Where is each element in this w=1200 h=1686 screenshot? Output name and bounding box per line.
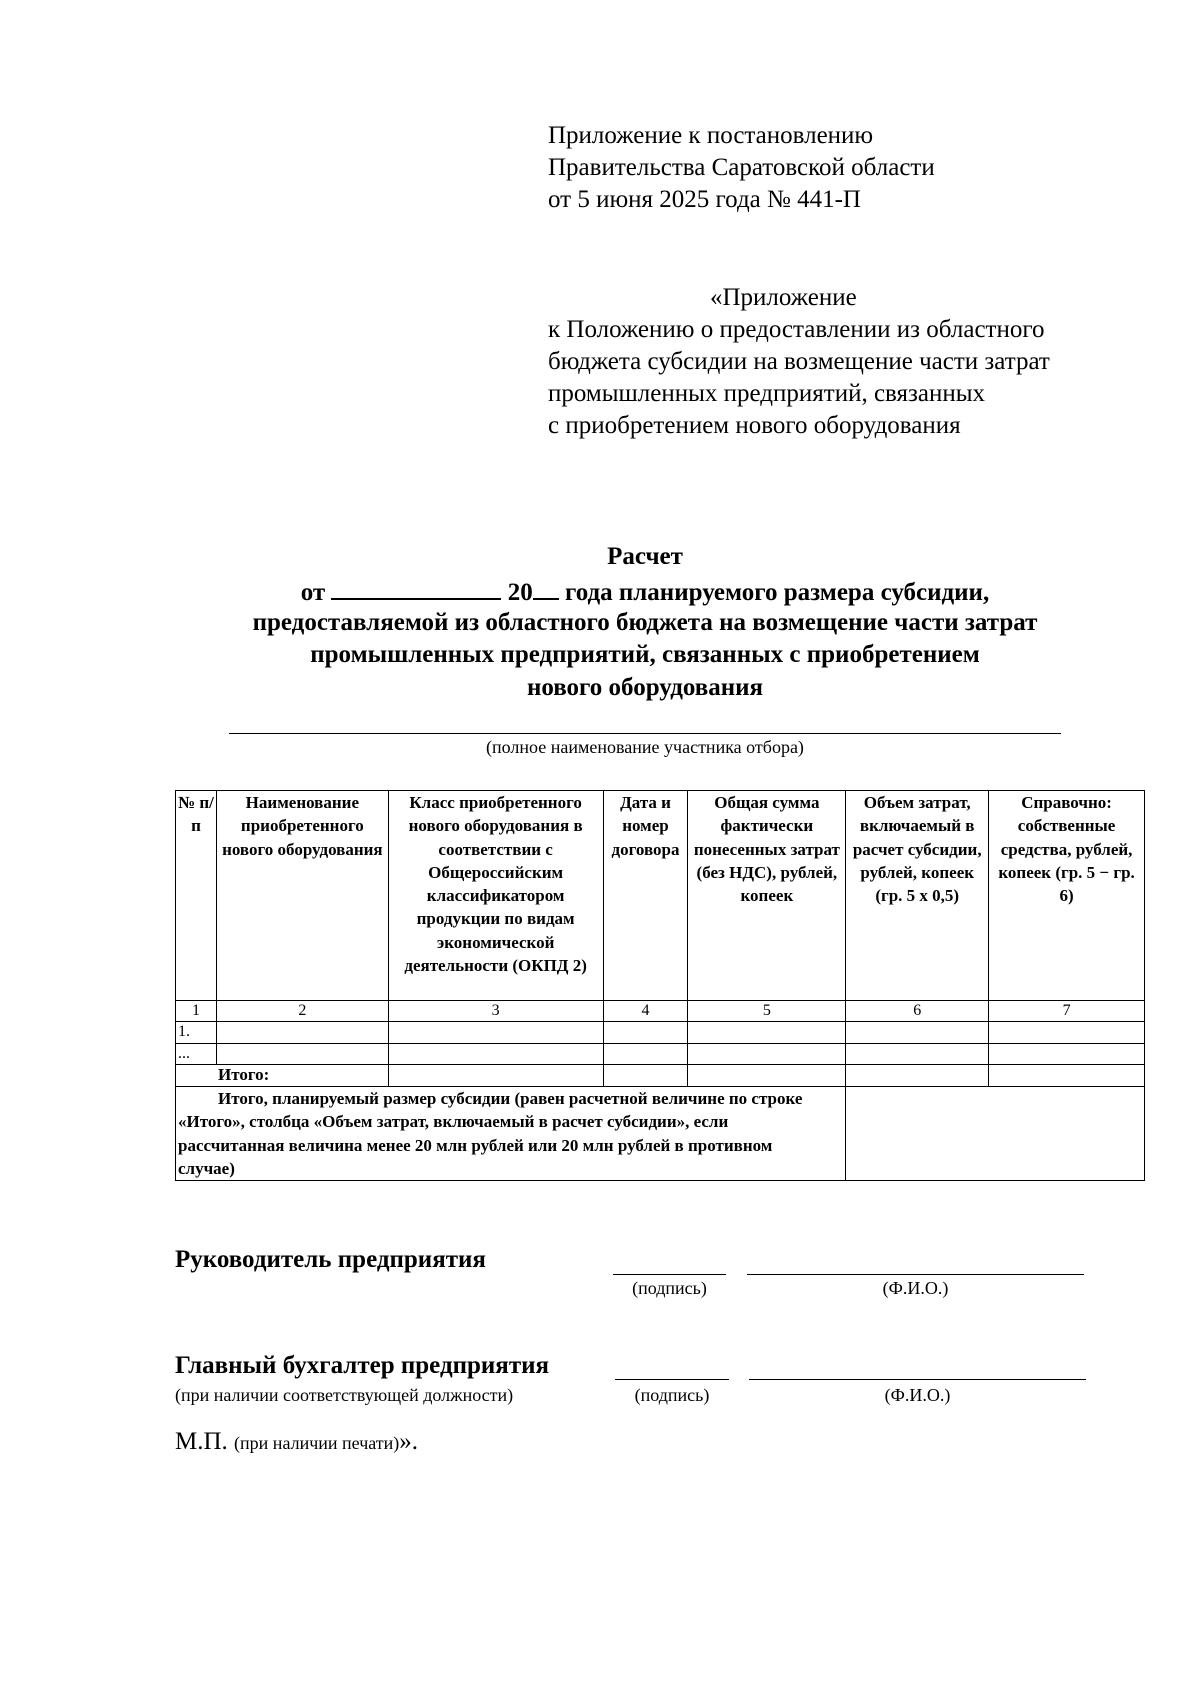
column-number: 2 [216,1001,388,1022]
head-signatory-label: Руководитель предприятия [175,1246,486,1273]
appendix-heading: «Приложение [710,284,857,311]
row-number: 1. [176,1022,217,1044]
header-cell: Общая сумма фактически понесенных затрат (без НДС), рублей, копеек [688,791,846,1001]
table-cell[interactable] [216,1044,388,1065]
column-number: 1 [176,1001,217,1022]
header-cell: № п/п [176,791,217,1001]
title-line1-rest: года планируемого размера субсидии, [564,579,990,606]
head-name-line[interactable] [747,1274,1084,1275]
appendix-line: к Положению о предоставлении из областного [548,316,1045,343]
title-line: предоставляемой из областного бюджета на возмещение части затрат [252,609,1038,636]
table-cell[interactable] [989,1044,1145,1065]
stamp-line [175,1428,418,1456]
table-cell[interactable] [846,1065,989,1087]
stamp-label: М.П. [175,1428,228,1455]
header-cell: Наименование приобретенного нового оборудования [216,791,388,1001]
accountant-signature-line[interactable] [615,1379,729,1380]
appendix-line: промышленных предприятий, связанных [548,380,986,407]
total-row [176,1065,1145,1087]
table-cell[interactable] [603,1044,688,1065]
table-cell[interactable] [989,1065,1145,1087]
document-title: Расчет [607,543,683,570]
date-year: 20 [507,579,533,606]
column-number-row [176,1001,1145,1022]
signature-caption: (подпись) [632,1278,707,1298]
header-cell: Справочно: собственные средства, рублей, копеек (гр. 5 − гр. 6) [989,791,1145,1001]
table-cell[interactable] [603,1022,688,1044]
name-caption: (Ф.И.О.) [882,1278,949,1298]
final-subsidy-text: Итого, планируемый размер субсидии (равен расчетной величине по строке «Итого», столбца «Объем затрат, включаемый в расчет субсидии», если рассчитанная величина менее 20 млн рублей или 20 млн рублей в противном случае) [176,1087,846,1181]
table-row [176,1022,1145,1044]
appendix-line: с приобретением нового оборудования [548,412,961,439]
header-cell: Объем затрат, включаемый в расчет субсидии, рублей, копеек (гр. 5 x 0,5) [846,791,989,1001]
accountant-signatory-label: Главный бухгалтер предприятия [175,1352,550,1379]
table-cell[interactable] [688,1065,846,1087]
row-number: ... [176,1044,217,1065]
participant-caption: (полное наименование участника отбора) [486,737,804,757]
table-cell[interactable] [388,1044,603,1065]
table-cell[interactable] [216,1022,388,1044]
table-cell[interactable] [688,1022,846,1044]
table-cell[interactable] [846,1022,989,1044]
column-number: 5 [688,1001,846,1022]
final-subsidy-row [176,1087,1145,1181]
participant-name-line[interactable] [229,733,1061,734]
table-cell[interactable] [989,1022,1145,1044]
title-date-line [150,574,1140,610]
header-cell: Класс приобретенного нового оборудования в соответствии с Общероссийским классификатором продукции по видам экономической деятельности (ОКПД 2) [388,791,603,1001]
table-cell[interactable] [688,1044,846,1065]
calculation-table [175,790,1145,1181]
column-number: 7 [989,1001,1145,1022]
column-number: 6 [846,1001,989,1022]
accountant-note: (при наличии соответствующей должности) [175,1385,514,1405]
accountant-name-line[interactable] [749,1379,1086,1380]
signature-caption: (подпись) [634,1385,710,1405]
title-line: промышленных предприятий, связанных с приобретением [310,641,980,668]
approval-line: от 5 июня 2025 года № 441-П [548,186,861,213]
column-number: 4 [603,1001,688,1022]
final-subsidy-value[interactable] [846,1087,1145,1181]
head-signature-line[interactable] [613,1274,726,1275]
title-line: нового оборудования [526,674,764,701]
closing-quote: ». [399,1428,419,1455]
year-blank[interactable] [533,574,559,600]
approval-line: Правительства Саратовской области [548,154,935,181]
date-blank[interactable] [331,574,501,600]
table-header-row [176,791,1145,1001]
table-cell[interactable] [388,1022,603,1044]
appendix-line: бюджета субсидии на возмещение части затрат [548,348,1050,375]
table-row [176,1044,1145,1065]
name-caption: (Ф.И.О.) [884,1385,951,1405]
table-cell[interactable] [603,1065,688,1087]
total-label: Итого: [176,1065,389,1087]
stamp-note: (при наличии печати) [234,1433,400,1453]
table-cell[interactable] [846,1044,989,1065]
date-prefix: от [300,579,326,606]
approval-line: Приложение к постановлению [548,122,874,149]
table-cell[interactable] [388,1065,603,1087]
header-cell: Дата и номер договора [603,791,688,1001]
column-number: 3 [388,1001,603,1022]
